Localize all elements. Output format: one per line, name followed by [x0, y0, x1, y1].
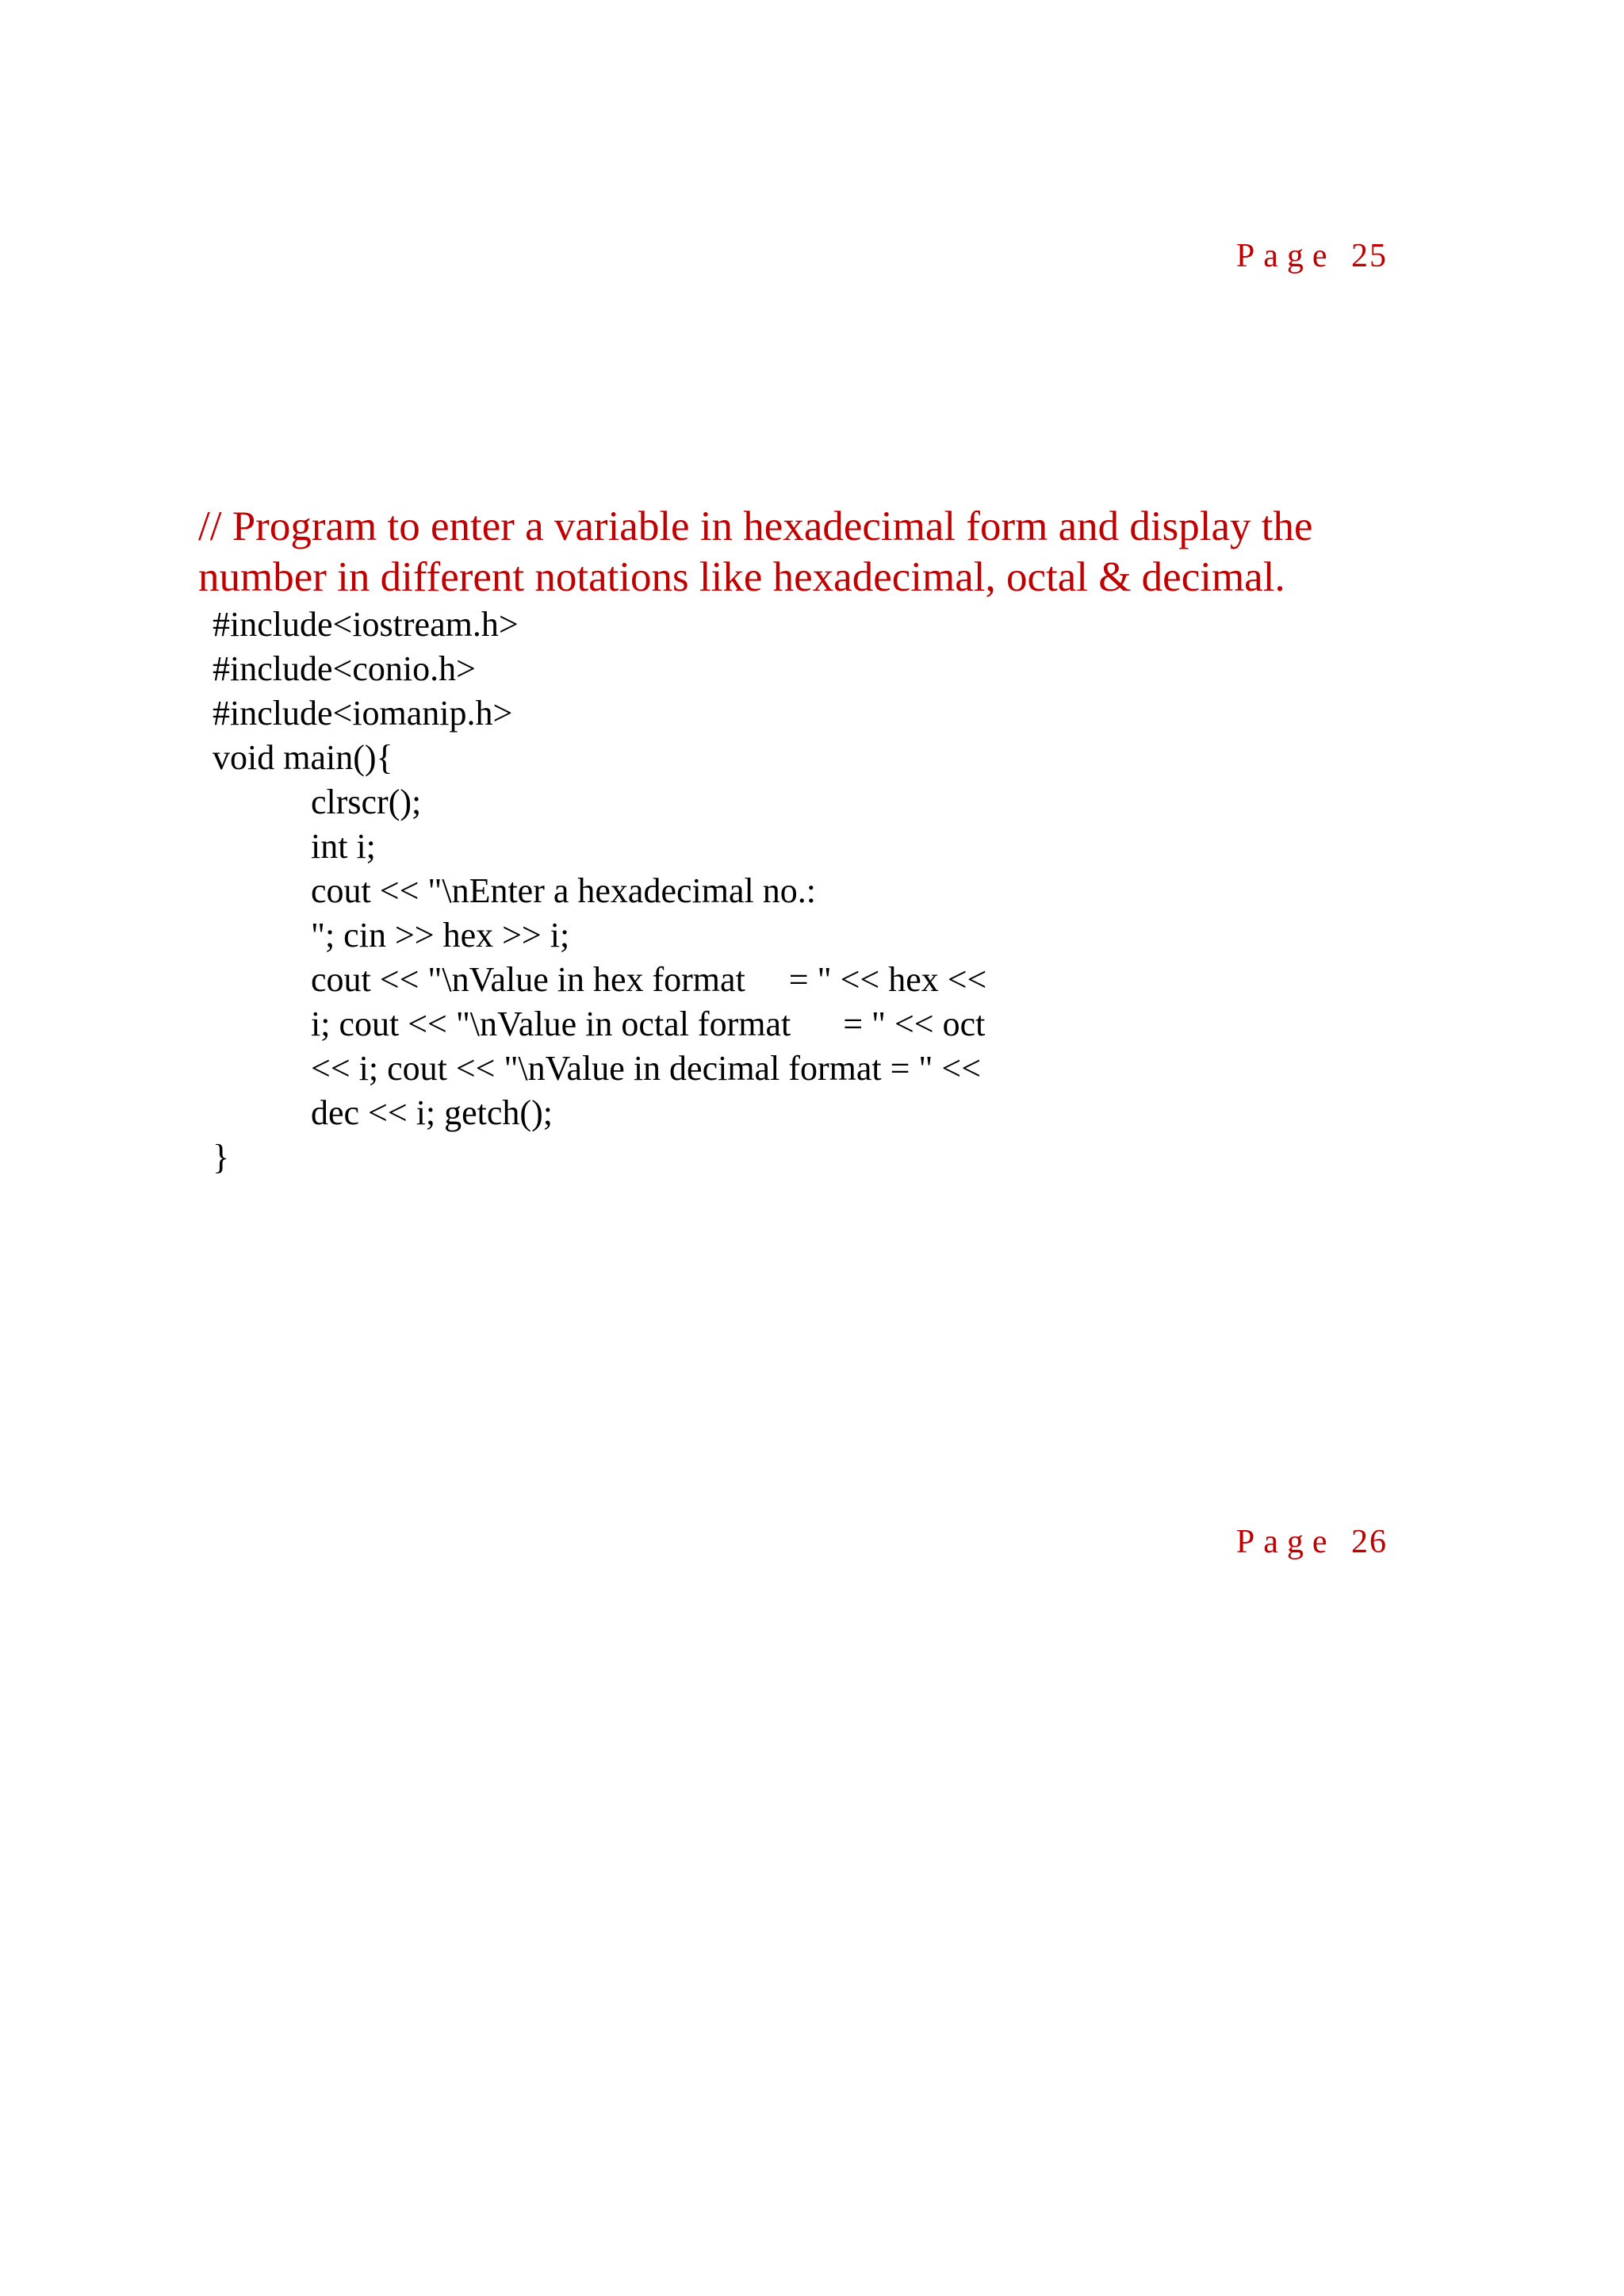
code-line-closing-brace: }	[213, 1138, 230, 1177]
code-line-getch: dec << i; getch();	[311, 1093, 553, 1132]
page-number-top	[1150, 239, 1388, 273]
code-line-input: "; cin >> hex >> i;	[311, 916, 570, 955]
page-number-value: 25	[1351, 238, 1388, 274]
comment-line-2: number in different notations like hexadecimal, octal & decimal.	[198, 554, 1285, 600]
page-label: Page	[1235, 1524, 1336, 1560]
program-description-comment	[198, 501, 1435, 603]
code-line-include-iomanip: #include<iomanip.h>	[213, 694, 513, 733]
code-line-output-decimal: << i; cout << "\nValue in decimal format = " <<	[311, 1049, 982, 1088]
comment-line-1: // Program to enter a variable in hexadecimal form and display the	[198, 503, 1313, 549]
page-number-bottom	[1150, 1525, 1388, 1559]
page-label: Page	[1235, 238, 1336, 274]
code-line-output-octal: i; cout << "\nValue in octal format = " << oct	[311, 1004, 986, 1043]
code-line-main-signature: void main(){	[213, 738, 393, 777]
code-line-declare-i: int i;	[311, 827, 376, 866]
code-line-prompt: cout << "\nEnter a hexadecimal no.:	[311, 871, 816, 910]
page-number-value: 26	[1351, 1524, 1388, 1560]
code-line-include-conio: #include<conio.h>	[213, 649, 476, 688]
code-line-include-iostream: #include<iostream.h>	[213, 605, 519, 644]
code-listing	[213, 603, 1323, 1180]
code-line-clrscr: clrscr();	[311, 783, 422, 821]
code-line-output-hex: cout << "\nValue in hex format = " << hex <<	[311, 960, 987, 999]
